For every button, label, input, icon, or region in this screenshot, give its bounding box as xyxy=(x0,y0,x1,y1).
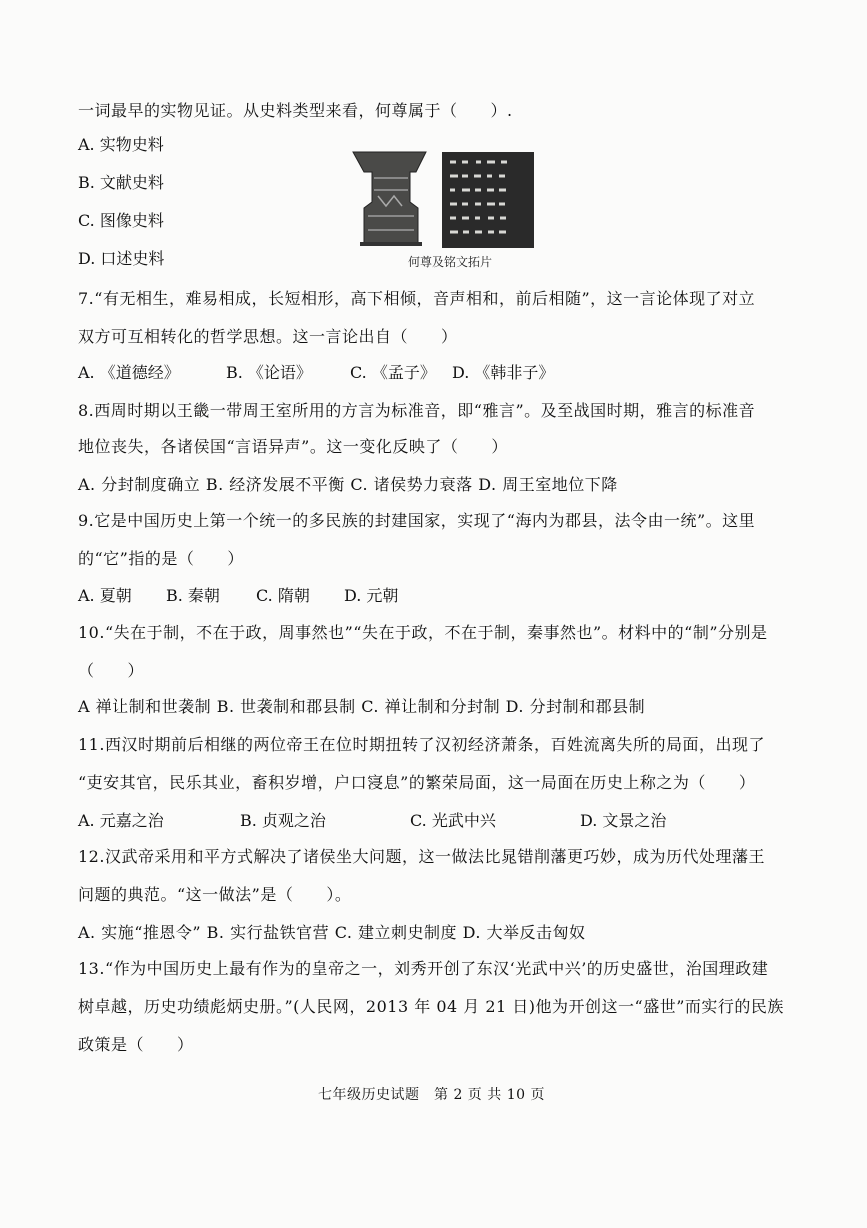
q10-stem-line2: （ ） xyxy=(78,661,145,680)
q9-option-b: B. 秦朝 xyxy=(166,586,220,605)
q8-stem-line1: 8.西周时期以王畿一带周王室所用的方言为标准音，即“雅言”。及至战国时期，雅言的标准音 xyxy=(78,401,756,420)
q12-stem-line1: 12.汉武帝采用和平方式解决了诸侯坐大问题，这一做法比晁错削藩更巧妙，成为历代处理藩王 xyxy=(78,847,765,866)
q9-stem-line1: 9.它是中国历史上第一个统一的多民族的封建国家，实现了“海内为郡县，法令由一统”。这里 xyxy=(78,511,756,530)
q11-stem-line1: 11.西汉时期前后相继的两位帝王在位时期扭转了汉初经济萧条，百姓流离失所的局面，出现了 xyxy=(78,735,765,754)
q7-option-c: C. 《孟子》 xyxy=(350,363,436,382)
q7-option-d: D. 《韩非子》 xyxy=(452,363,555,382)
q13-stem-line1: 13.“作为中国历史上最有作为的皇帝之一，刘秀开创了东汉‘光武中兴’的历史盛世，治国理政建 xyxy=(78,959,769,978)
q6-option-a: A. 实物史料 xyxy=(78,135,164,154)
q10-options: A 禅让制和世袭制 B. 世袭制和郡县制 C. 禅让制和分封制 D. 分封制和郡县制 xyxy=(78,697,646,716)
figure-caption: 何尊及铭文拓片 xyxy=(408,255,493,269)
q11-option-b: B. 贞观之治 xyxy=(240,811,326,830)
q13-stem-line3: 政策是（ ） xyxy=(78,1035,194,1054)
q9-stem-line2: 的“它”指的是（ ） xyxy=(78,549,244,568)
q9-option-d: D. 元朝 xyxy=(344,586,399,605)
q6-option-b: B. 文献史料 xyxy=(78,173,164,192)
bronze-vessel-image xyxy=(353,152,426,246)
q7-stem-line1: 7.“有无相生，难易相成，长短相形，高下相倾，音声相和，前后相随”，这一言论体现了对立 xyxy=(78,289,756,308)
q7-stem-line2: 双方可互相转化的哲学思想。这一言论出自（ ） xyxy=(78,327,458,346)
q10-stem-line1: 10.“失在于制，不在于政，周事然也”“失在于政，不在于制，秦事然也”。材料中的“制”分别是 xyxy=(78,623,768,642)
q11-option-d: D. 文景之治 xyxy=(580,811,667,830)
q8-stem-line2: 地位丧失，各诸侯国“言语异声”。这一变化反映了（ ） xyxy=(78,437,508,456)
q12-stem-line2: 问题的典范。“这一做法”是（ ）。 xyxy=(78,885,352,904)
inscription-rubbing-image xyxy=(442,152,534,248)
q8-options: A. 分封制度确立 B. 经济发展不平衡 C. 诸侯势力衰落 D. 周王室地位下降 xyxy=(78,475,618,494)
q12-options: A. 实施“推恩令” B. 实行盐铁官营 C. 建立刺史制度 D. 大举反击匈奴 xyxy=(78,923,586,942)
q6-option-d: D. 口述史料 xyxy=(78,249,165,268)
q11-stem-line2: “吏安其官，民乐其业，畜积岁增，户口寖息”的繁荣局面，这一局面在历史上称之为（ ） xyxy=(78,773,756,792)
page-footer: 七年级历史试题 第 2 页 共 10 页 xyxy=(318,1087,545,1103)
q7-option-b: B. 《论语》 xyxy=(226,363,312,382)
q11-option-c: C. 光武中兴 xyxy=(410,811,496,830)
he-zun-figure xyxy=(350,150,540,270)
q9-option-c: C. 隋朝 xyxy=(256,586,310,605)
q9-option-a: A. 夏朝 xyxy=(78,586,132,605)
q13-stem-line2: 树卓越，历史功绩彪炳史册。”(人民网，2013 年 04 月 21 日)他为开创这一“盛世”而实行的民族 xyxy=(78,997,784,1016)
q6-stem-continuation: 一词最早的实物见证。从史料类型来看，何尊属于（ ）. xyxy=(78,101,513,120)
q6-option-c: C. 图像史料 xyxy=(78,211,164,230)
q7-option-a: A. 《道德经》 xyxy=(78,363,180,382)
q11-option-a: A. 元嘉之治 xyxy=(78,811,164,830)
